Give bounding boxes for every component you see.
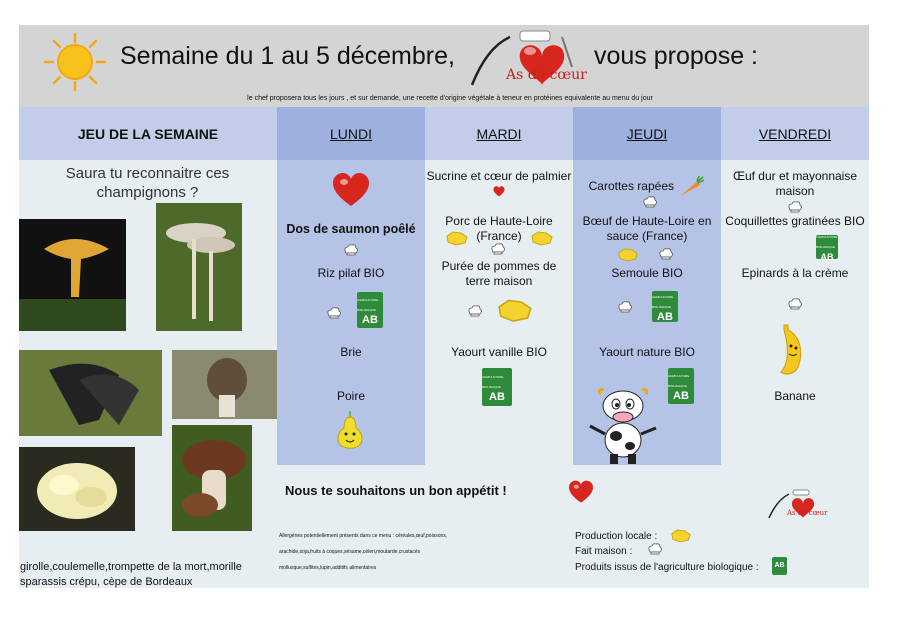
mushroom-photo-cepe: [172, 425, 252, 531]
chef-hat-icon: [658, 248, 674, 260]
local-map-icon: [530, 230, 554, 246]
bio-label-icon: AGRICULTURE BIOLOGIQUE AB: [482, 368, 512, 406]
bio-label-icon: [772, 557, 787, 575]
local-map-icon: [445, 230, 469, 246]
vendredi-side: Epinards à la crème: [741, 266, 849, 280]
day-header-lundi: LUNDI: [277, 107, 425, 160]
jeudi-side: Semoule BIO: [611, 266, 683, 280]
mushroom-photo-trompette: [19, 350, 162, 436]
chef-hat-icon: [647, 543, 663, 555]
chef-hat-icon: [787, 298, 803, 310]
bon-appetit-message: Nous te souhaitons un bon appétit !: [285, 483, 507, 498]
mardi-side: Purée de pommes de terre maison: [441, 259, 557, 288]
mushroom-photo-girolle: [19, 219, 126, 331]
bio-label-icon: AGRICULTURE BIOLOGIQUE AB: [816, 235, 838, 262]
chef-hat-icon: [787, 201, 803, 213]
game-heading: JEU DE LA SEMAINE: [19, 107, 277, 160]
chef-hat-icon: [490, 243, 506, 255]
mardi-main: Porc de Haute-Loire (France): [445, 214, 553, 243]
jeudi-starter: [573, 176, 721, 198]
jeudi-dessert: Yaourt nature BIO: [599, 345, 695, 359]
lundi-main: Dos de saumon poêlé: [286, 222, 416, 236]
chef-hat-icon: [343, 244, 359, 256]
game-question: Saura tu reconnaitre ces champignons ?: [65, 165, 230, 201]
chef-hat-icon: [642, 196, 658, 208]
subtitle: le chef proposera tous les jours , et sur demande, une recette d'origine végétale à teneur en protéines equivalente au menu du jour: [247, 95, 653, 102]
chef-hat-icon: [326, 307, 342, 319]
banana-icon: [776, 322, 806, 377]
mushroom-photo-morille: [172, 350, 277, 419]
bio-mark-text: AB: [362, 314, 378, 326]
local-map-icon: [617, 247, 639, 262]
bio-mark-text: AB: [774, 562, 785, 569]
day-header-mardi: MARDI: [425, 107, 573, 160]
mushroom-photo-coulemelle: [156, 203, 242, 331]
mardi-starter: [425, 169, 573, 199]
heart-icon: [493, 186, 505, 197]
bio-label-icon: AGRICULTURE BIOLOGIQUE AB: [652, 291, 678, 322]
allergens-note: [279, 528, 447, 576]
vendredi-main: Coquillettes gratinées BIO: [725, 214, 865, 228]
bio-mark-text: AB: [820, 252, 834, 262]
as-de-coeur-logo: [462, 27, 592, 93]
mardi-dessert: Yaourt vanille BIO: [451, 345, 547, 359]
mardi-starter-text: Sucrine et cœur de palmier: [426, 169, 572, 183]
page-title: Semaine du 1 au 5 décembre,: [120, 42, 455, 70]
game-answers: [20, 560, 242, 590]
legend-bio: Produits issus de l'agriculture biologique :: [575, 562, 759, 573]
heart-icon: [332, 172, 370, 208]
logo-text-small: As de cœur: [787, 509, 828, 517]
bio-label-icon: AGRICULTURE BIOLOGIQUE AB: [357, 292, 383, 328]
allergens-line-3: mollusque,sulfites,lupin,additifs alimentaires: [279, 565, 377, 571]
sun-icon: [42, 32, 108, 92]
jeudi-main: Bœuf de Haute-Loire en sauce (France): [582, 214, 712, 243]
bio-mark-text: AB: [673, 390, 689, 402]
as-de-coeur-logo-small: [765, 488, 827, 522]
chef-hat-icon: [617, 301, 633, 313]
local-map-icon: [496, 297, 534, 323]
day-header-vendredi: VENDREDI: [721, 107, 869, 160]
game-answer-line-2: sparassis crépu, cèpe de Bordeaux: [20, 576, 193, 588]
jeudi-starter-text: Carottes rapées: [588, 179, 675, 194]
day-header-jeudi: JEUDI: [573, 107, 721, 160]
allergens-line-1: Allergènes potentiellement présents dans ce menu : céréales,œuf,poissons,: [279, 533, 448, 539]
logo-text: As de cœur: [506, 67, 587, 83]
vendredi-starter: Œuf dur et mayonnaise maison: [732, 169, 858, 198]
allergens-line-2: arachide,soja,fruits à coques,sésame,céleri,moutarde,crustacés: [279, 549, 421, 555]
mushroom-photo-sparassis: [19, 447, 135, 531]
local-map-icon: [670, 528, 692, 543]
pear-icon: [335, 410, 365, 452]
vendredi-dessert: Banane: [774, 389, 816, 403]
cow-icon: [586, 386, 660, 466]
legend-homemade: Fait maison :: [575, 546, 633, 557]
game-answer-line-1: girolle,coulemelle,trompette de la mort,morille: [20, 561, 242, 573]
lundi-side: Riz pilaf BIO: [317, 266, 385, 280]
page-title-end: vous propose :: [594, 42, 758, 70]
lundi-dessert: Poire: [336, 389, 365, 403]
bio-mark-text: AB: [657, 310, 673, 323]
legend-local: Production locale :: [575, 531, 658, 542]
bio-label-icon: AGRICULTURE BIOLOGIQUE AB: [668, 368, 694, 404]
lundi-cheese: Brie: [340, 345, 362, 359]
chef-hat-icon: [467, 305, 483, 317]
carrot-icon: [677, 176, 705, 198]
heart-icon: [568, 480, 594, 504]
bio-mark-text: AB: [489, 391, 505, 403]
